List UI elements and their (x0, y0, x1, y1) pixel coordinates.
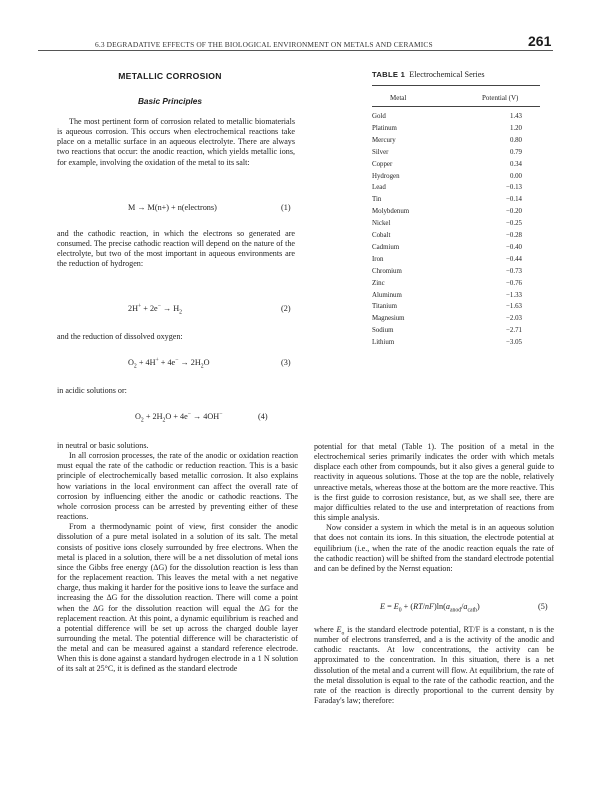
left-column-upper (57, 117, 295, 168)
table-row (372, 313, 540, 325)
table-cell-metal: Hydrogen (372, 172, 400, 180)
equation-3-number: (3) (281, 358, 291, 367)
table-row (372, 290, 540, 302)
table-cell-potential: 0.34 (509, 160, 522, 168)
table-row (372, 135, 540, 147)
table-cell-metal: Magnesium (372, 315, 405, 323)
table-cell-potential: −2.03 (506, 315, 522, 323)
paragraph-thermodynamic: From a thermodynamic point of view, first consider the anodic dissolution of a pure metal isolated in a solution of its salt. The metal consists of positive ions closely surrounded by free electrons. When the metal is placed in a solution, there will be a net dissolution of metal ions since the Gibbs free energy (ΔG) for the dissolution reaction is less than for the replacement reaction. This leaves the metal with a net negative charge, thus making it harder for the positive ions to leave the surface and increasing the ΔG for the dissolution reaction. There will come a point when the ΔG for the dissolution reaction will equal the ΔG for the replacement reaction. At this point, a dynamic equilibrium is reached and a potential difference will be set up across the charged double layer surrounding the metal. The potential difference will be characteristic of the metal and can be measured against a standard reference electrode. When this is done against a standard hydrogen electrode in a 1 N solution of its salt at 25°C, it is defined as the standard electrode (57, 522, 298, 674)
equation-2: $2H^+ + 2e^- \to H_2$ (128, 303, 183, 316)
equation-1: M → M(n+) + n(electrons) (128, 203, 217, 212)
left-column-cathodic (57, 229, 295, 270)
table-cell-metal: Silver (372, 148, 389, 156)
table-cell-metal: Copper (372, 160, 393, 168)
table-cell-potential: −0.76 (506, 279, 522, 287)
table-cell-metal: Tin (372, 196, 382, 204)
paragraph-cathodic: and the cathodic reaction, in which the electrons so generated are consumed. The precise cathodic reaction will depend on the nature of the electrolyte, but two of the most important in aqueous environments are the reduction of hydrogen: (57, 229, 295, 269)
paragraph-series: potential for that metal (Table 1). The position of a metal in the electrochemical series primarily indicates the order with which metals displace each other from compounds, but it also gives a general guide to reactivity in aqueous solutions. Those at the top are the noble, relatively unreactive metals, whereas those at the bottom are the more reactive. This is the first guide to corrosion resistance, but, as we shall see, there are major difficulties related to the use and interpretation of reactions from this simple analysis. (314, 442, 554, 523)
table-cell-potential: 1.43 (509, 113, 522, 120)
table-header-potential: Potential (V) (482, 94, 519, 102)
paragraph-nernst: Now consider a system in which the metal is in an aqueous solution that does not contain its ions. In this situation, the electrode potential at equilibrium (i.e., when the rate of the anodic reaction equals the rate of the cathodic reaction) will be shifted from the standard electrode potential and can be defined by the Nernst equation: (314, 523, 554, 573)
paragraph-rates: In all corrosion processes, the rate of the anodic or oxidation reaction must equal the rate of the cathodic or reduction reaction. This is a basic principle of electrochemically based metallic corrosion. It also explains how variations in the local environment can affect the overall rate of corrosion by influencing either the anodic or cathodic reactions. The whole corrosion process can be arrested by preventing either of these reactions. (57, 451, 298, 522)
table-cell-metal: Zinc (372, 279, 385, 287)
table-cell-metal: Cadmium (372, 243, 400, 251)
table-cell-metal: Sodium (372, 327, 394, 335)
table-cell-metal: Chromium (372, 267, 402, 275)
running-head: 6.3 DEGRADATIVE EFFECTS OF THE BIOLOGICAL ENVIRONMENT ON METALS AND CERAMICS (95, 40, 433, 49)
paragraph-neutral: in neutral or basic solutions. (57, 441, 149, 450)
table-cell-potential: −0.28 (506, 232, 522, 239)
table-cell-potential: −0.13 (506, 184, 522, 192)
table-row (372, 159, 540, 171)
table-cell-potential: 0.79 (509, 148, 522, 156)
table-cell-potential: −0.40 (506, 243, 522, 251)
table-cell-metal: Iron (372, 255, 384, 263)
table-row (372, 182, 540, 194)
table-cell-metal: Lithium (372, 339, 395, 347)
table-cell-potential: −3.05 (506, 339, 522, 347)
table-cell-potential: −0.14 (506, 196, 522, 204)
table-cell-metal: Mercury (372, 136, 396, 144)
right-column (314, 442, 554, 574)
table-cell-metal: Platinum (372, 124, 397, 132)
table-header-metal: Metal (390, 94, 407, 102)
table-row (372, 123, 540, 135)
table-cell-potential: −0.73 (506, 267, 522, 275)
table-row (372, 242, 540, 254)
header-rule (38, 50, 553, 51)
table-cell-potential: −0.25 (506, 220, 522, 228)
table-row (372, 206, 540, 218)
table-header-rule (372, 106, 540, 107)
section-title: METALLIC CORROSION (118, 71, 222, 81)
equation-2-number: (2) (281, 304, 291, 313)
table-cell-metal: Gold (372, 113, 386, 120)
table-row (372, 278, 540, 290)
equation-4-number: (4) (258, 412, 268, 421)
equation-1-number: (1) (281, 203, 291, 212)
table-cell-potential: −1.33 (506, 291, 522, 299)
table-title: Electrochemical Series (409, 70, 485, 79)
table-row (372, 337, 540, 349)
left-column-lower (57, 441, 298, 675)
table-row (372, 301, 540, 313)
paragraph-oxygen: and the reduction of dissolved oxygen: (57, 332, 183, 341)
table-cell-potential: −0.44 (506, 255, 522, 263)
equation-5-number: (5) (538, 602, 548, 611)
table-cell-potential: −2.71 (506, 327, 522, 335)
table-row (372, 230, 540, 242)
right-column-lower (314, 625, 554, 706)
table-row (372, 147, 540, 159)
table-cell-potential: −0.20 (506, 208, 522, 216)
table-top-rule (372, 85, 540, 86)
table-row (372, 254, 540, 266)
table-cell-metal: Molybdenum (372, 208, 410, 216)
table-cell-potential: −1.63 (506, 303, 522, 311)
table-cell-metal: Nickel (372, 220, 391, 228)
table-row (372, 325, 540, 337)
table-body (372, 111, 540, 351)
equation-5: $E = E_0 + (RT/nF)\ln(a_{anod}/a_{cath})$ (380, 602, 480, 614)
paragraph-definitions: where $E_o$ is the standard electrode potential, RT/F is a constant, n is the number of electrons transferred, and a is the activity of the anodic and cathodic reactants. At low concentrations, the activity can be approximated to the concentration. In this situation, there is a net dissolution of the metal and a current will flow. At equilibrium, the rate of the metal dissolution is equal to the rate of the cathodic reaction, and the rate of the reaction is directly proportional to the current density by Faraday's law; therefore: (314, 625, 555, 706)
table-row (372, 171, 540, 183)
table-label: TABLE 1 (372, 70, 406, 79)
equation-3: $O_2 + 4H^+ + 4e^- \to 2H_2O$ (128, 357, 210, 370)
table-cell-potential: 0.80 (509, 136, 522, 144)
table-row (372, 218, 540, 230)
paragraph-intro: The most pertinent form of corrosion related to metallic biomaterials is aqueous corrosion. This occurs when electrochemical reactions take place on a metallic surface in an aqueous electrolyte. There are always two reactions that occur: the anodic reaction, which yields metallic ions, for example, involving the oxidation of the metal to its salt: (57, 117, 295, 167)
table-cell-metal: Cobalt (372, 232, 391, 239)
table-row (372, 266, 540, 278)
table-cell-metal: Aluminum (372, 291, 402, 299)
paragraph-acidic: in acidic solutions or: (57, 386, 127, 395)
table-cell-potential: 1.20 (509, 124, 522, 132)
table-row (372, 194, 540, 206)
table-cell-metal: Titanium (372, 303, 398, 311)
table-cell-potential: 0.00 (509, 172, 522, 180)
table-cell-metal: Lead (372, 184, 386, 192)
page-number: 261 (528, 33, 552, 49)
table-row (372, 111, 540, 123)
equation-4: $O_2 + 2H_2O + 4e^- \to 4OH^-$ (135, 411, 223, 424)
definitions-text: is the standard electrode potential, RT/F is a constant, n is the number of electrons transferred, and a is the activity of the anodic and cathodic reactants. At low concentrations, the activity can be approximated to the concentration. In this situation, there is a net dissolution of the metal and a current will flow. At equilibrium, the rate of the metal dissolution is equal to the rate of the cathodic reaction, and the rate of the reaction is directly proportional to the current density by Faraday's law; therefore: (314, 625, 555, 706)
section-subtitle: Basic Principles (137, 96, 203, 106)
table-caption (372, 70, 485, 79)
